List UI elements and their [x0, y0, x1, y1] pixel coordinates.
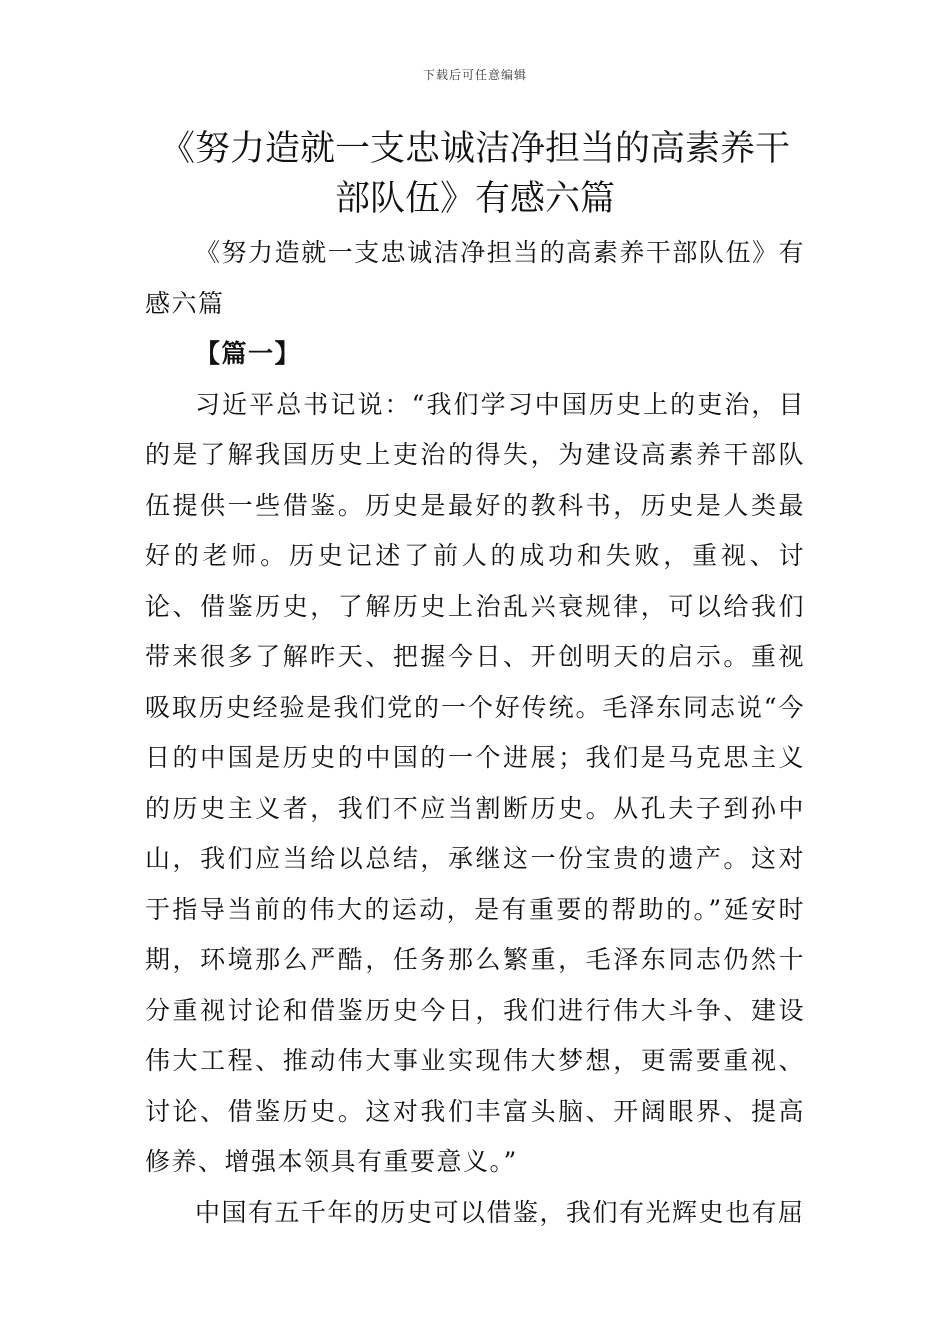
section-heading: 【篇一】 [195, 339, 302, 368]
subtitle-paragraph: 《努力造就一支忠诚洁净担当的高素养干部队伍》有感六篇 [145, 238, 805, 318]
document-body [145, 228, 805, 1238]
body-paragraph: 中国有五千年的历史可以借鉴，我们有光辉史也有屈 [195, 1197, 805, 1227]
body-paragraph: 习近平总书记说：“我们学习中国历史上的吏治，目的是了解我国历史上吏治的得失，为建设高素养干部队伍提供一些借鉴。历史是最好的教科书，历史是人类最好的老师。历史记述了前人的成功和失败，重视、讨论、借鉴历史，了解历史上治乱兴衰规律，可以给我们带来很多了解昨天、把握今日、开创明天的启示。重视吸取历史经验是我们党的一个好传统。毛泽东同志说“今日的中国是历史的中国的一个进展；我们是马克思主义的历史主义者，我们不应当割断历史。从孔夫子到孙中山，我们应当给以总结，承继这一份宝贵的遗产。这对于指导当前的伟大的运动，是有重要的帮助的。”延安时期，环境那么严酷，任务那么繁重，毛泽东同志仍然十分重视讨论和借鉴历史今日，我们进行伟大斗争、建设伟大工程、推动伟大事业实现伟大梦想，更需要重视、讨论、借鉴历史。这对我们丰富头脑、开阔眼界、提高修养、增强本领具有重要意义。” [145, 389, 805, 1176]
header-note: 下载后可任意编辑 [422, 68, 527, 82]
document-title: 《努力造就一支忠诚洁净担当的高素养干部队伍》有感六篇 [159, 129, 790, 219]
